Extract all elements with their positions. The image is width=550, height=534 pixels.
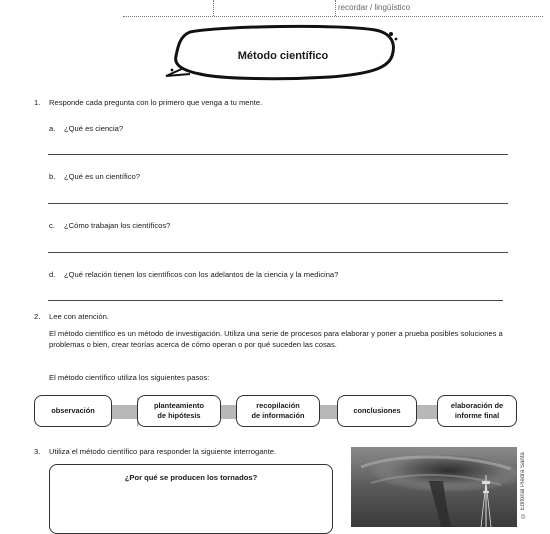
- step-hipotesis: planteamiento de hipótesis: [137, 395, 221, 427]
- header-divider: [335, 0, 336, 16]
- answer-box-title: ¿Por qué se producen los tornados?: [124, 473, 258, 482]
- step-observacion: observación: [34, 395, 112, 427]
- photo-credit: © Editorial Piedra Santa: [520, 452, 526, 518]
- question-1c-letter: c.: [49, 221, 55, 230]
- step-recopilacion: recopilación de información: [236, 395, 320, 427]
- header-divider: [213, 0, 214, 16]
- question-1d-letter: d.: [49, 270, 56, 279]
- question-1a-text: ¿Qué es ciencia?: [64, 124, 124, 133]
- question-2-number: 2.: [34, 312, 41, 321]
- question-1b-letter: b.: [49, 172, 56, 181]
- steps-intro: El método científico utiliza los siguientes pasos:: [49, 373, 210, 382]
- answer-line-1b[interactable]: [48, 203, 508, 204]
- header-text: recordar / lingüístico: [338, 3, 411, 12]
- header-table: [123, 0, 543, 17]
- answer-line-1d[interactable]: [48, 300, 503, 301]
- question-2-prompt: Lee con atención.: [49, 312, 109, 321]
- answer-box[interactable]: [49, 464, 333, 534]
- page-title: Método científico: [237, 50, 329, 62]
- question-1b-text: ¿Qué es un científico?: [64, 172, 140, 181]
- step-informe-final: elaboración de informe final: [437, 395, 517, 427]
- question-1c-text: ¿Cómo trabajan los científicos?: [64, 221, 171, 230]
- question-1-number: 1.: [34, 98, 41, 107]
- answer-line-1a[interactable]: [48, 154, 508, 155]
- tornado-photo: [351, 447, 517, 527]
- step-conclusiones: conclusiones: [337, 395, 417, 427]
- question-1d-text: ¿Qué relación tienen los científicos con los adelantos de la ciencia y la medicina?: [64, 270, 339, 279]
- question-1-prompt: Responde cada pregunta con lo primero que venga a tu mente.: [49, 98, 263, 107]
- question-2-paragraph: El método científico es un método de investigación. Utiliza una serie de procesos para elaborar y poner a prueba posibles soluciones a problemas o bien, crear teorías acerca de cómo operan o por qué suceden las cosas.: [49, 329, 503, 349]
- answer-line-1c[interactable]: [48, 252, 508, 253]
- question-3-prompt: Utiliza el método científico para responder la siguiente interrogante.: [49, 447, 277, 456]
- question-3-number: 3.: [34, 447, 41, 456]
- question-1a-letter: a.: [49, 124, 56, 133]
